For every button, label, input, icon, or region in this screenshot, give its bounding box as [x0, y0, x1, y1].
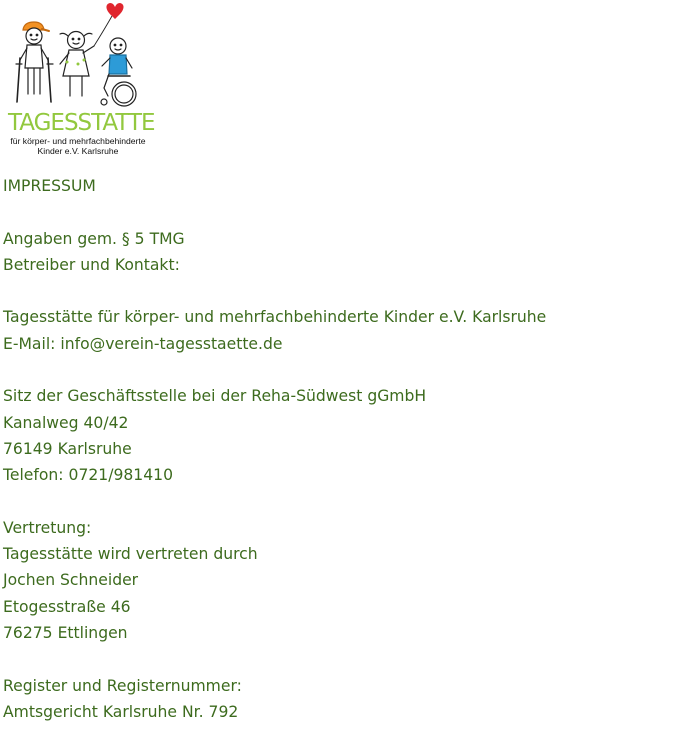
register-label: Register und Registernummer: — [3, 676, 242, 695]
logo-title: TAGESSTATTE — [8, 110, 155, 136]
spacer — [3, 357, 673, 383]
spacer — [3, 278, 673, 304]
logo-subtitle — [8, 136, 148, 156]
representative-name: Jochen Schneider — [3, 571, 139, 590]
spacer — [3, 646, 673, 672]
legal-basis: Angaben gem. § 5 TMG — [3, 229, 185, 248]
operator-label: Betreiber und Kontakt: — [3, 255, 180, 274]
organization-email: E-Mail: info@verein-tagesstaette.de — [3, 334, 283, 353]
spacer — [3, 489, 673, 515]
office-seat: Sitz der Geschäftsstelle bei der Reha-Südwest gGmbH — [3, 387, 427, 406]
logo-subtitle-line-2: Kinder e.V. Karlsruhe — [37, 146, 119, 156]
representation-text: Tagesstätte wird vertreten durch — [3, 545, 258, 564]
logo-subtitle-line-1: für körper- und mehrfachbehinderte — [10, 136, 146, 146]
children-figures-icon — [12, 2, 140, 110]
representative-city: 76275 Ettlingen — [3, 624, 128, 643]
logo — [6, 2, 155, 158]
representation-label: Vertretung: — [3, 518, 92, 537]
page-heading: IMPRESSUM — [3, 177, 96, 195]
representative-street: Etogesstraße 46 — [3, 597, 131, 616]
register-court: Amtsgericht Karlsruhe Nr. 792 — [3, 702, 239, 721]
spacer — [3, 199, 673, 225]
office-phone: Telefon: 0721/981410 — [3, 466, 173, 485]
office-city: 76149 Karlsruhe — [3, 439, 132, 458]
office-street: Kanalweg 40/42 — [3, 413, 129, 432]
imprint-content — [3, 173, 673, 725]
organization-name: Tagesstätte für körper- und mehrfachbehinderte Kinder e.V. Karlsruhe — [3, 308, 547, 327]
